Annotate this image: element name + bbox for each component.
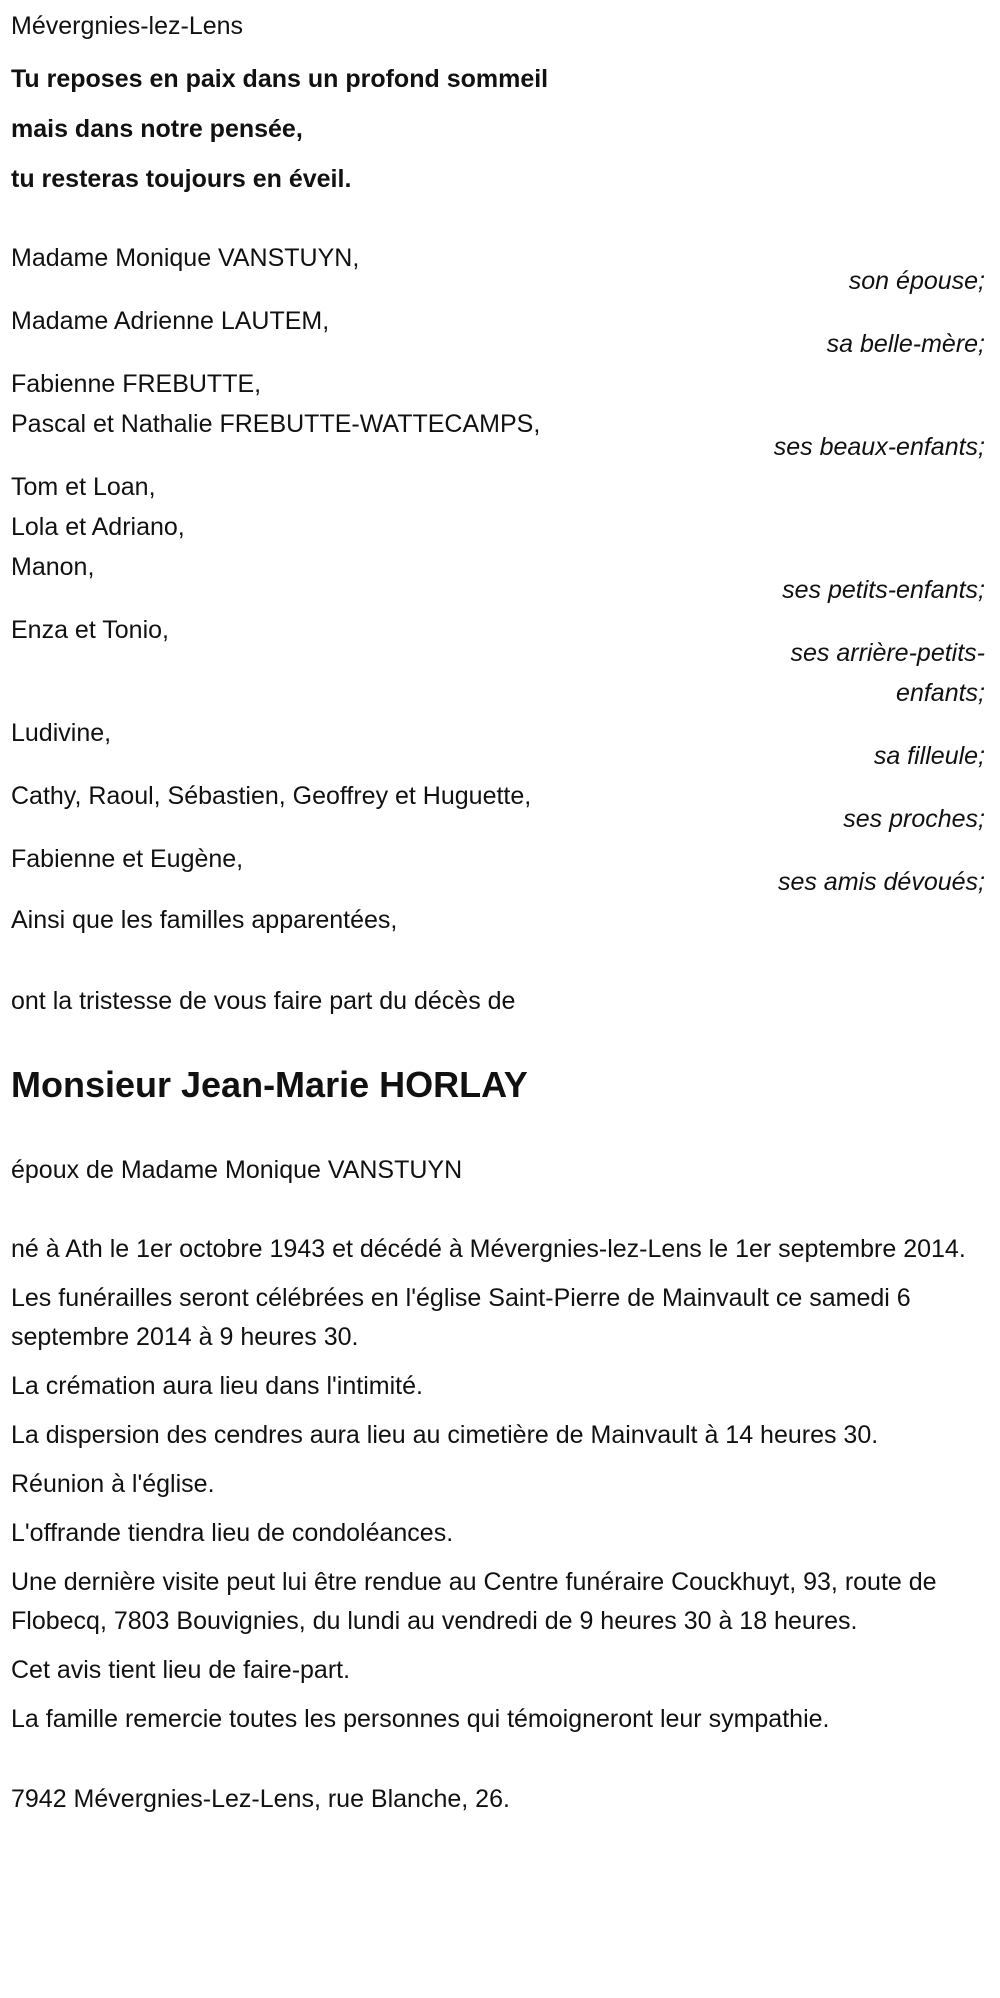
poem-line: tu resteras toujours en éveil. — [11, 165, 352, 193]
family-entry — [11, 610, 985, 713]
family-names: Lola et Adriano, — [11, 513, 185, 541]
family-names: Madame Adrienne LAUTEM, — [11, 307, 330, 335]
family-relation: ses amis dévoués; — [777, 868, 985, 896]
family-names: Fabienne FREBUTTE, — [11, 370, 262, 398]
detail-paragraph: Une dernière visite peut lui être rendue au Centre funéraire Couckhuyt, 93, route de Flobecq, 7803 Bouvignies, du lundi au vendredi de 9 heures 30 à 18 heures. — [11, 1568, 937, 1635]
family-entry — [11, 364, 985, 467]
poem-line: mais dans notre pensée, — [11, 115, 303, 143]
family-relation: ses proches; — [843, 805, 985, 833]
detail-paragraph: Réunion à l'église. — [11, 1470, 215, 1498]
family-names: Ludivine, — [11, 719, 112, 747]
family-list — [11, 238, 985, 940]
detail-paragraph: La dispersion des cendres aura lieu au cimetière de Mainvault à 14 heures 30. — [11, 1421, 879, 1449]
family-relation: sa belle-mère; — [826, 330, 985, 358]
family-names: Madame Monique VANSTUYN, — [11, 244, 360, 272]
detail-paragraph: L'offrande tiendra lieu de condoléances. — [11, 1519, 454, 1547]
place: Mévergnies-lez-Lens — [11, 12, 244, 40]
family-relation: ses beaux-enfants; — [773, 433, 985, 461]
spouse-line: époux de Madame Monique VANSTUYN — [11, 1156, 463, 1184]
family-names: Manon, — [11, 553, 95, 581]
announcement: ont la tristesse de vous faire part du décès de — [11, 987, 516, 1015]
detail-paragraph: Les funérailles seront célébrées en l'église Saint-Pierre de Mainvault ce samedi 6 septembre 2014 à 9 heures 30. — [11, 1284, 911, 1351]
details — [11, 1230, 985, 1739]
detail-paragraph: Cet avis tient lieu de faire-part. — [11, 1656, 351, 1684]
address: 7942 Mévergnies-Lez-Lens, rue Blanche, 26. — [11, 1785, 510, 1813]
family-names: Enza et Tonio, — [11, 616, 169, 644]
poem — [11, 54, 985, 204]
family-entry — [11, 467, 985, 610]
family-names: Cathy, Raoul, Sébastien, Geoffrey et Huguette, — [11, 782, 532, 810]
family-entry — [11, 839, 985, 902]
family-entry — [11, 713, 985, 776]
family-relation: son épouse; — [848, 267, 985, 295]
family-relation: ses petits-enfants; — [782, 576, 985, 604]
detail-paragraph: La famille remercie toutes les personnes qui témoigneront leur sympathie. — [11, 1705, 830, 1733]
family-relation: sa filleule; — [873, 742, 985, 770]
poem-line: Tu reposes en paix dans un profond sommeil — [11, 65, 549, 93]
family-entry — [11, 776, 985, 839]
family-names: Fabienne et Eugène, — [11, 845, 244, 873]
detail-paragraph: né à Ath le 1er octobre 1943 et décédé à Mévergnies-lez-Lens le 1er septembre 2014. — [11, 1235, 966, 1263]
family-entry — [11, 238, 985, 301]
family-names: Pascal et Nathalie FREBUTTE-WATTECAMPS, — [11, 410, 541, 438]
deceased-name: Monsieur Jean-Marie HORLAY — [11, 1064, 528, 1105]
family-relation: ses arrière-petits-enfants; — [790, 639, 985, 707]
relatives-line: Ainsi que les familles apparentées, — [11, 906, 398, 934]
family-entry — [11, 301, 985, 364]
detail-paragraph: La crémation aura lieu dans l'intimité. — [11, 1372, 423, 1400]
family-names: Tom et Loan, — [11, 473, 156, 501]
